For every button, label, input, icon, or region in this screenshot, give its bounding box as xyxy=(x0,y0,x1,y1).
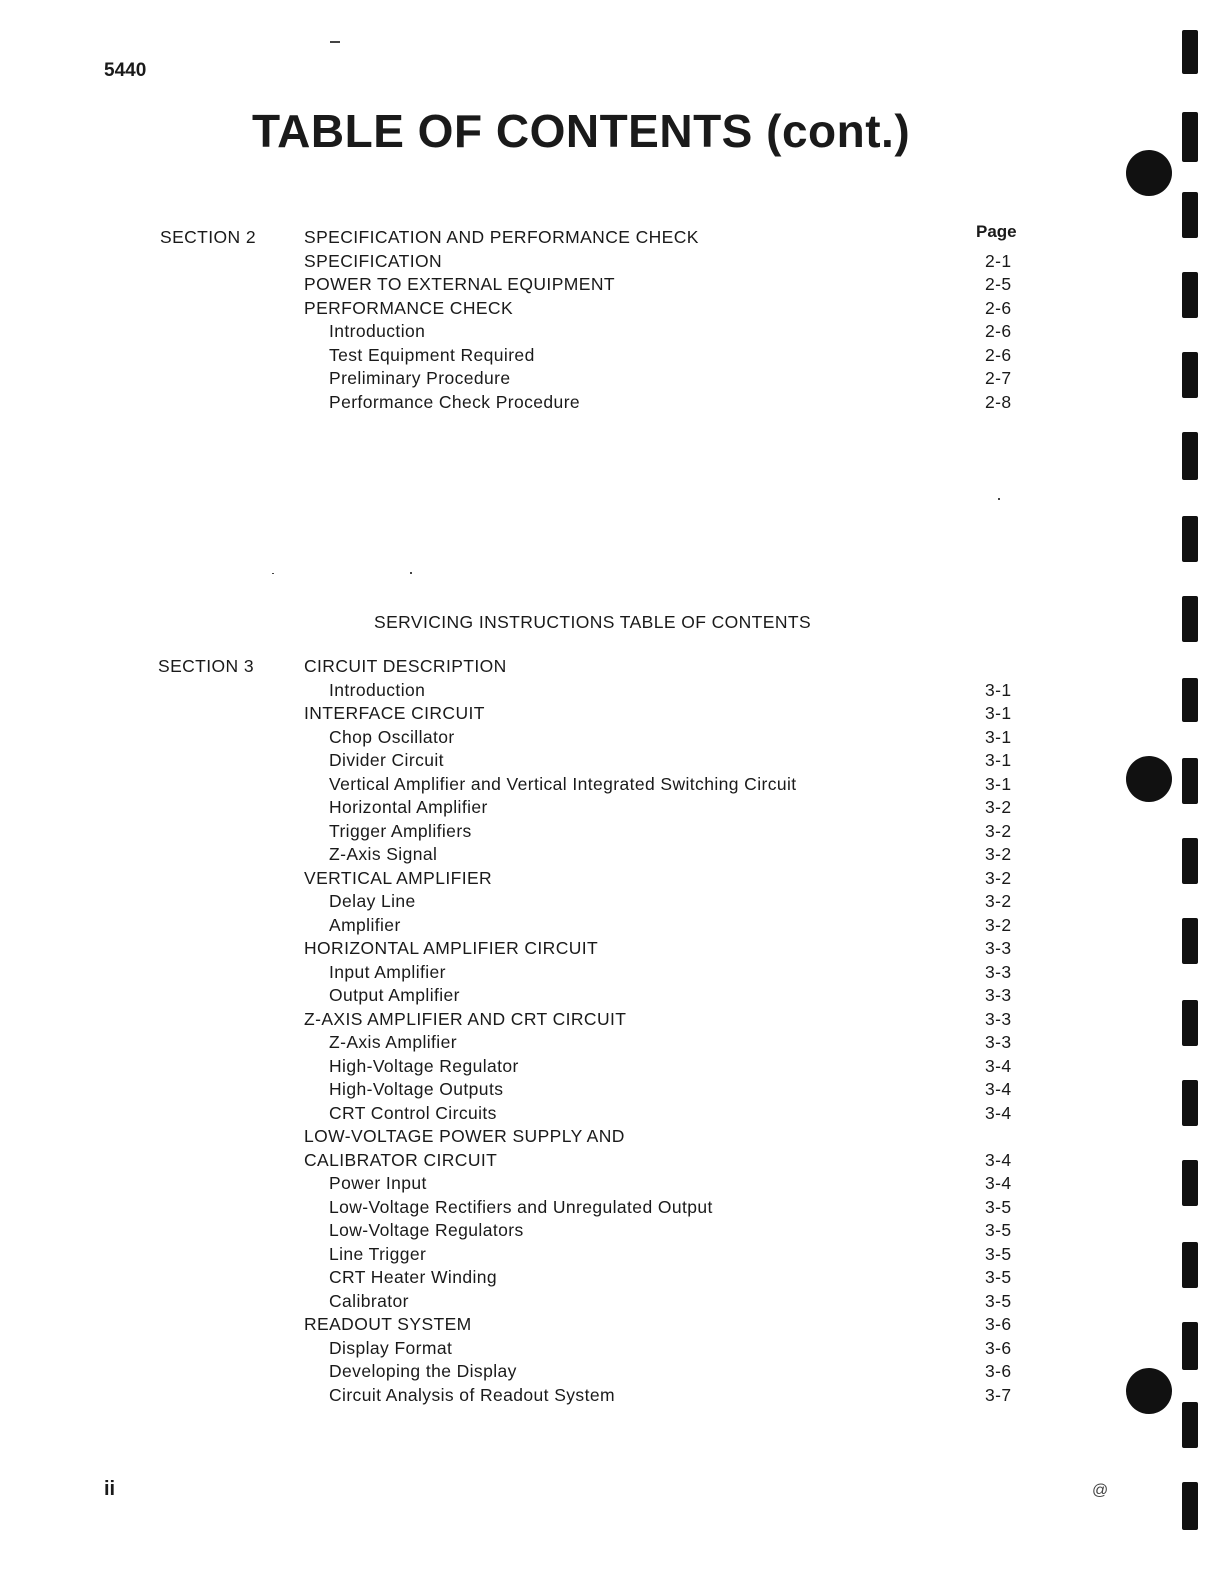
toc-entry-text: Line Trigger xyxy=(329,1243,427,1264)
toc-entry-page: 3-3 xyxy=(985,961,1012,982)
toc-subentry xyxy=(304,1267,1034,1291)
toc-entry-text: CIRCUIT DESCRIPTION xyxy=(304,656,507,676)
toc-entry xyxy=(304,1314,1034,1338)
toc-entry-text: CRT Control Circuits xyxy=(329,1102,497,1123)
toc-subentry xyxy=(304,1032,1034,1056)
binder-edge-bar xyxy=(1182,758,1198,804)
toc-entry-text: Z-AXIS AMPLIFIER AND CRT CIRCUIT xyxy=(304,1008,627,1029)
toc-entry-page: 3-5 xyxy=(985,1267,1012,1287)
toc-entry-page: 2-6 xyxy=(985,344,1012,365)
toc-subentry xyxy=(304,1291,1034,1315)
binder-edge-bar xyxy=(1182,1402,1198,1448)
toc-entry-page: 3-6 xyxy=(985,1361,1012,1381)
toc-entry-text: Delay Line xyxy=(329,891,416,911)
toc-entry-text: Performance Check Procedure xyxy=(329,391,581,412)
toc-entry-text: LOW-VOLTAGE POWER SUPPLY AND xyxy=(304,1126,625,1146)
binder-edge-bar xyxy=(1182,1482,1198,1530)
binder-edge-bar xyxy=(1182,1160,1198,1206)
toc-entry-text: Low-Voltage Rectifiers and Unregulated Output xyxy=(329,1196,713,1217)
toc-entry xyxy=(304,703,1034,727)
toc-entry-text: Chop Oscillator xyxy=(329,726,455,747)
toc-subentry xyxy=(304,844,1034,868)
binder-edge-bar xyxy=(1182,352,1198,398)
toc-subentry xyxy=(304,774,1034,798)
toc-entry-text: Introduction xyxy=(329,321,426,341)
binder-edge-bar xyxy=(1182,1080,1198,1126)
scan-speck xyxy=(410,572,412,574)
toc-entry-text: HORIZONTAL AMPLIFIER CIRCUIT xyxy=(304,938,599,958)
toc-entry-text: Divider Circuit xyxy=(329,750,444,770)
toc-entry-page: 3-2 xyxy=(985,820,1012,841)
toc-entry-page: 3-4 xyxy=(985,1055,1012,1076)
toc-entry-page: 2-1 xyxy=(985,250,1012,271)
toc-entry-text: Input Amplifier xyxy=(329,961,446,982)
toc-entry-text: CALIBRATOR CIRCUIT xyxy=(304,1149,498,1170)
binder-edge-bar xyxy=(1182,272,1198,318)
page-column-header: Page xyxy=(976,222,1017,241)
toc-entry-page: 3-1 xyxy=(985,773,1012,794)
toc-entry-text: Z-Axis Amplifier xyxy=(329,1032,457,1052)
scan-speck xyxy=(998,498,1000,500)
toc-entry-page: 3-3 xyxy=(985,938,1012,958)
toc-subentry xyxy=(304,797,1034,821)
toc-entry xyxy=(304,298,1034,322)
toc-entry-page: 3-2 xyxy=(985,914,1012,935)
toc-entry-page: 3-2 xyxy=(985,797,1012,817)
toc-subentry xyxy=(304,727,1034,751)
toc-entry-text: INTERFACE CIRCUIT xyxy=(304,703,485,723)
section-2-toc xyxy=(304,227,1034,415)
toc-subentry xyxy=(304,891,1034,915)
footer-page-number: ii xyxy=(104,1478,116,1500)
toc-entry xyxy=(304,868,1034,892)
toc-entry-text: Preliminary Procedure xyxy=(329,368,511,388)
binder-hole xyxy=(1126,756,1172,802)
toc-entry-page: 3-3 xyxy=(985,1032,1012,1052)
toc-entry-page: 2-6 xyxy=(985,321,1012,341)
toc-subentry xyxy=(304,368,1034,392)
toc-entry-page: 3-4 xyxy=(985,1079,1012,1099)
toc-entry-text: Test Equipment Required xyxy=(329,344,535,365)
toc-entry-page: 3-5 xyxy=(985,1220,1012,1240)
toc-subentry xyxy=(304,392,1034,416)
toc-entry-text: PERFORMANCE CHECK xyxy=(304,297,514,318)
toc-entry-page: 3-3 xyxy=(985,1008,1012,1029)
toc-subentry xyxy=(304,1173,1034,1197)
binder-hole xyxy=(1126,1368,1172,1414)
toc-entry-text: Trigger Amplifiers xyxy=(329,820,472,841)
toc-entry-text: CRT Heater Winding xyxy=(329,1267,498,1287)
toc-entry-page: 3-6 xyxy=(985,1337,1012,1358)
toc-entry-page: 3-1 xyxy=(985,726,1012,747)
toc-entry-page: 3-1 xyxy=(985,750,1012,770)
toc-subentry xyxy=(304,1056,1034,1080)
footer-mark: @ xyxy=(1092,1482,1109,1499)
toc-entry-page: 3-2 xyxy=(985,867,1012,888)
toc-entry xyxy=(304,1009,1034,1033)
toc-subentry xyxy=(304,1361,1034,1385)
toc-entry xyxy=(304,656,1034,680)
toc-subentry xyxy=(304,985,1034,1009)
toc-entry-text: Horizontal Amplifier xyxy=(329,797,488,817)
binder-edge-bar xyxy=(1182,432,1198,480)
toc-entry-text: SPECIFICATION xyxy=(304,250,443,271)
toc-subentry xyxy=(304,680,1034,704)
scan-speck xyxy=(272,573,274,574)
toc-entry-page: 3-5 xyxy=(985,1243,1012,1264)
toc-entry xyxy=(304,251,1034,275)
toc-subentry xyxy=(304,750,1034,774)
toc-entry-text: Power Input xyxy=(329,1173,427,1193)
toc-subentry xyxy=(304,1244,1034,1268)
model-number: 5440 xyxy=(104,60,147,81)
binder-edge-bar xyxy=(1182,1242,1198,1288)
toc-entry-text: Display Format xyxy=(329,1337,453,1358)
toc-entry-text: Introduction xyxy=(329,679,426,700)
toc-entry-page: 3-4 xyxy=(985,1173,1012,1193)
toc-entry-page: 3-5 xyxy=(985,1196,1012,1217)
toc-entry xyxy=(304,938,1034,962)
toc-subentry xyxy=(304,1385,1034,1409)
toc-entry-page: 3-4 xyxy=(985,1102,1012,1123)
toc-entry-page: 2-8 xyxy=(985,391,1012,412)
toc-entry xyxy=(304,274,1034,298)
binder-edge-bar xyxy=(1182,838,1198,884)
binder-edge-bar xyxy=(1182,678,1198,722)
toc-subentry xyxy=(304,1079,1034,1103)
toc-entry-page: 2-7 xyxy=(985,368,1012,388)
toc-entry-text: Circuit Analysis of Readout System xyxy=(329,1384,615,1405)
toc-entry-text: Calibrator xyxy=(329,1290,409,1311)
toc-subentry xyxy=(304,1338,1034,1362)
toc-entry-text: READOUT SYSTEM xyxy=(304,1314,472,1334)
section-3-label: SECTION 3 xyxy=(158,656,254,676)
toc-entry-page: 3-7 xyxy=(985,1384,1012,1405)
toc-subentry xyxy=(304,1197,1034,1221)
toc-entry-text: Amplifier xyxy=(329,914,401,935)
toc-entry-text: Low-Voltage Regulators xyxy=(329,1220,524,1240)
binder-edge-bar xyxy=(1182,918,1198,964)
toc-subentry xyxy=(304,1103,1034,1127)
binder-edge-bar xyxy=(1182,516,1198,562)
toc-entry-text: Developing the Display xyxy=(329,1361,517,1381)
binder-edge-bar xyxy=(1182,1322,1198,1370)
toc-subentry xyxy=(304,1220,1034,1244)
binder-edge-bar xyxy=(1182,30,1198,74)
toc-entry-text: Z-Axis Signal xyxy=(329,844,438,864)
toc-entry-text: VERTICAL AMPLIFIER xyxy=(304,867,493,888)
toc-entry-page: 2-5 xyxy=(985,274,1012,294)
toc-entry-text: Vertical Amplifier and Vertical Integrated Switching Circuit xyxy=(329,773,797,794)
scan-speck xyxy=(330,41,340,43)
toc-subentry xyxy=(304,345,1034,369)
page-title: TABLE OF CONTENTS (cont.) xyxy=(252,105,911,157)
servicing-toc-title: SERVICING INSTRUCTIONS TABLE OF CONTENTS xyxy=(374,612,812,632)
toc-entry-page: 2-6 xyxy=(985,297,1012,318)
toc-entry xyxy=(304,227,1034,251)
toc-entry-page: 3-6 xyxy=(985,1314,1012,1334)
toc-subentry xyxy=(304,962,1034,986)
toc-entry xyxy=(304,1126,1034,1150)
toc-entry-page: 3-5 xyxy=(985,1290,1012,1311)
toc-entry-page: 3-2 xyxy=(985,891,1012,911)
toc-subentry xyxy=(304,915,1034,939)
toc-entry-text: POWER TO EXTERNAL EQUIPMENT xyxy=(304,274,615,294)
toc-entry-page: 3-3 xyxy=(985,985,1012,1005)
toc-entry-page: 3-1 xyxy=(985,703,1012,723)
toc-entry-page: 3-2 xyxy=(985,844,1012,864)
toc-entry-text: Output Amplifier xyxy=(329,985,460,1005)
toc-subentry xyxy=(304,321,1034,345)
section-3-toc xyxy=(304,656,1034,1408)
binder-hole xyxy=(1126,150,1172,196)
binder-edge-bar xyxy=(1182,596,1198,642)
toc-entry xyxy=(304,1150,1034,1174)
toc-entry-page: 3-1 xyxy=(985,679,1012,700)
section-2-label: SECTION 2 xyxy=(160,227,256,247)
binder-edge-bar xyxy=(1182,112,1198,162)
binder-edge-bar xyxy=(1182,1000,1198,1046)
toc-entry-text: High-Voltage Regulator xyxy=(329,1055,519,1076)
toc-entry-page: 3-4 xyxy=(985,1149,1012,1170)
toc-entry-text: High-Voltage Outputs xyxy=(329,1079,504,1099)
binder-edge-bar xyxy=(1182,192,1198,238)
toc-subentry xyxy=(304,821,1034,845)
toc-entry-text: SPECIFICATION AND PERFORMANCE CHECK xyxy=(304,227,699,247)
